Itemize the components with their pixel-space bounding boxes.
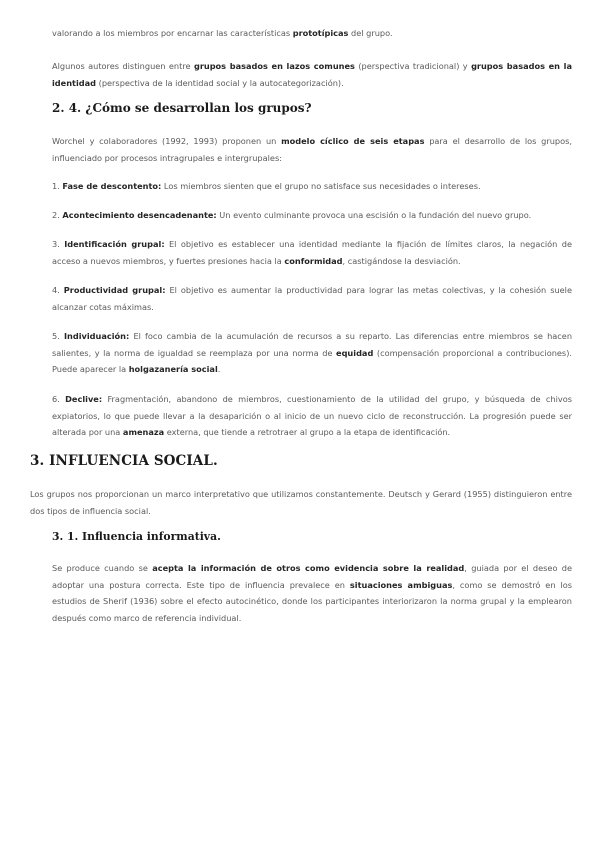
text-run: 2.	[52, 210, 63, 220]
bold-term: conformidad	[284, 255, 343, 266]
text-run: valorando a los miembros por encarnar las características	[52, 28, 293, 38]
text-run: , castigándose la desviación.	[342, 255, 461, 266]
stage-item-2	[52, 207, 572, 224]
bold-term: Declive:	[65, 394, 103, 404]
text-run: El objetivo es aumentar la productividad para lograr las metas colectivas, y la cohesión suele alcanzar cotas máximas.	[52, 285, 572, 312]
paragraph-autores	[52, 58, 572, 91]
bold-term: modelo cíclico de seis etapas	[281, 136, 425, 146]
heading-section-2-4: 2. 4. ¿Cómo se desarrollan los grupos?	[52, 101, 312, 115]
text-run: Los grupos nos proporcionan un marco interpretativo que utilizamos constantemente. Deutsch y Gerard (1955) distinguieron entre dos tipos de influencia social.	[30, 489, 572, 516]
text-run: Algunos autores distinguen entre	[52, 61, 194, 71]
bold-term: amenaza	[122, 427, 165, 437]
stage-item-5	[52, 328, 572, 378]
stage-item-3	[52, 236, 572, 269]
bold-term: Identificación grupal:	[64, 239, 165, 249]
stage-item-6	[52, 391, 572, 441]
bold-term: grupos basados en la identidad	[52, 61, 572, 88]
text-run: externa, que tiende a retrotraer al grupo a la etapa de identificación.	[164, 427, 451, 437]
text-run: El objetivo es establecer una identidad mediante la fijación de límites claros, la negación de acceso a nuevos miembros, y fuertes presiones hacia la	[52, 239, 572, 266]
bold-term: situaciones ambiguas	[349, 579, 453, 590]
text-run: 6.	[52, 394, 66, 404]
bold-term: Fase de descontento:	[62, 181, 162, 191]
text-run: .	[217, 364, 221, 374]
text-run: 1.	[52, 181, 63, 191]
text-run: Fragmentación, abandono de miembros, cuestionamiento de la utilidad del grupo, y búsqueda de chivos expiatorios, lo que puede llevar a la desaparición o al inicio de un nuevo ciclo de reconstrucción. La progresión puede ser alterada por una	[52, 394, 572, 437]
text-run: , guiada por el deseo de adoptar una postura correcta. Este tipo de influencia prevalece en	[52, 563, 572, 590]
bold-term: Acontecimiento desencadenante:	[62, 210, 217, 220]
paragraph-intro	[52, 25, 572, 42]
text-run: 3.	[52, 239, 65, 249]
text-run: (perspectiva tradicional) y	[354, 61, 472, 71]
paragraph-informativa	[52, 560, 572, 626]
bold-term: holgazanería social	[128, 364, 218, 374]
text-run: El foco cambia de la acumulación de recursos a su reparto. Las diferencias entre miembros se hacen salientes, y la norma de igualdad se reemplaza por una norma de	[52, 331, 573, 358]
text-run: , como se demostró en los estudios de Sherif (1936) sobre el efecto autocinético, donde los participantes interiorizaron la norma grupal y la emplearon después como marco de referencia individual.	[52, 579, 572, 623]
heading-section-3-1: 3. 1. Influencia informativa.	[52, 530, 221, 543]
text-run: 5.	[52, 331, 64, 341]
text-run: Worchel y colaboradores (1992, 1993) proponen un	[52, 136, 282, 146]
bold-term: Individuación:	[63, 331, 130, 341]
text-run: Un evento culminante provoca una escisión o la fundación del nuevo grupo.	[216, 210, 532, 220]
paragraph-worchel	[52, 133, 572, 166]
bold-term: Productividad grupal:	[63, 285, 166, 295]
text-run: Se produce cuando se	[52, 563, 153, 573]
bold-term: grupos basados en lazos comunes	[193, 61, 355, 71]
text-run: Los miembros sienten que el grupo no satisface sus necesidades o intereses.	[161, 181, 481, 191]
bold-term: equidad	[336, 347, 374, 358]
text-run: (compensación proporcional a contribuciones). Puede aparecer la	[52, 347, 572, 374]
text-run: (perspectiva de la identidad social y la autocategorización).	[96, 77, 344, 88]
heading-section-3: 3. INFLUENCIA SOCIAL.	[30, 453, 218, 469]
bold-term: acepta la información de otros como evidencia sobre la realidad	[152, 563, 465, 573]
text-run: 4.	[52, 285, 64, 295]
stage-item-4	[52, 282, 572, 315]
text-run: para el desarrollo de los grupos, influenciado por procesos intragrupales e intergrupales:	[52, 136, 572, 163]
stage-item-1	[52, 178, 572, 195]
paragraph-influencia-social	[30, 486, 572, 519]
text-run: del grupo.	[348, 28, 393, 38]
bold-term: prototípicas	[292, 28, 349, 38]
